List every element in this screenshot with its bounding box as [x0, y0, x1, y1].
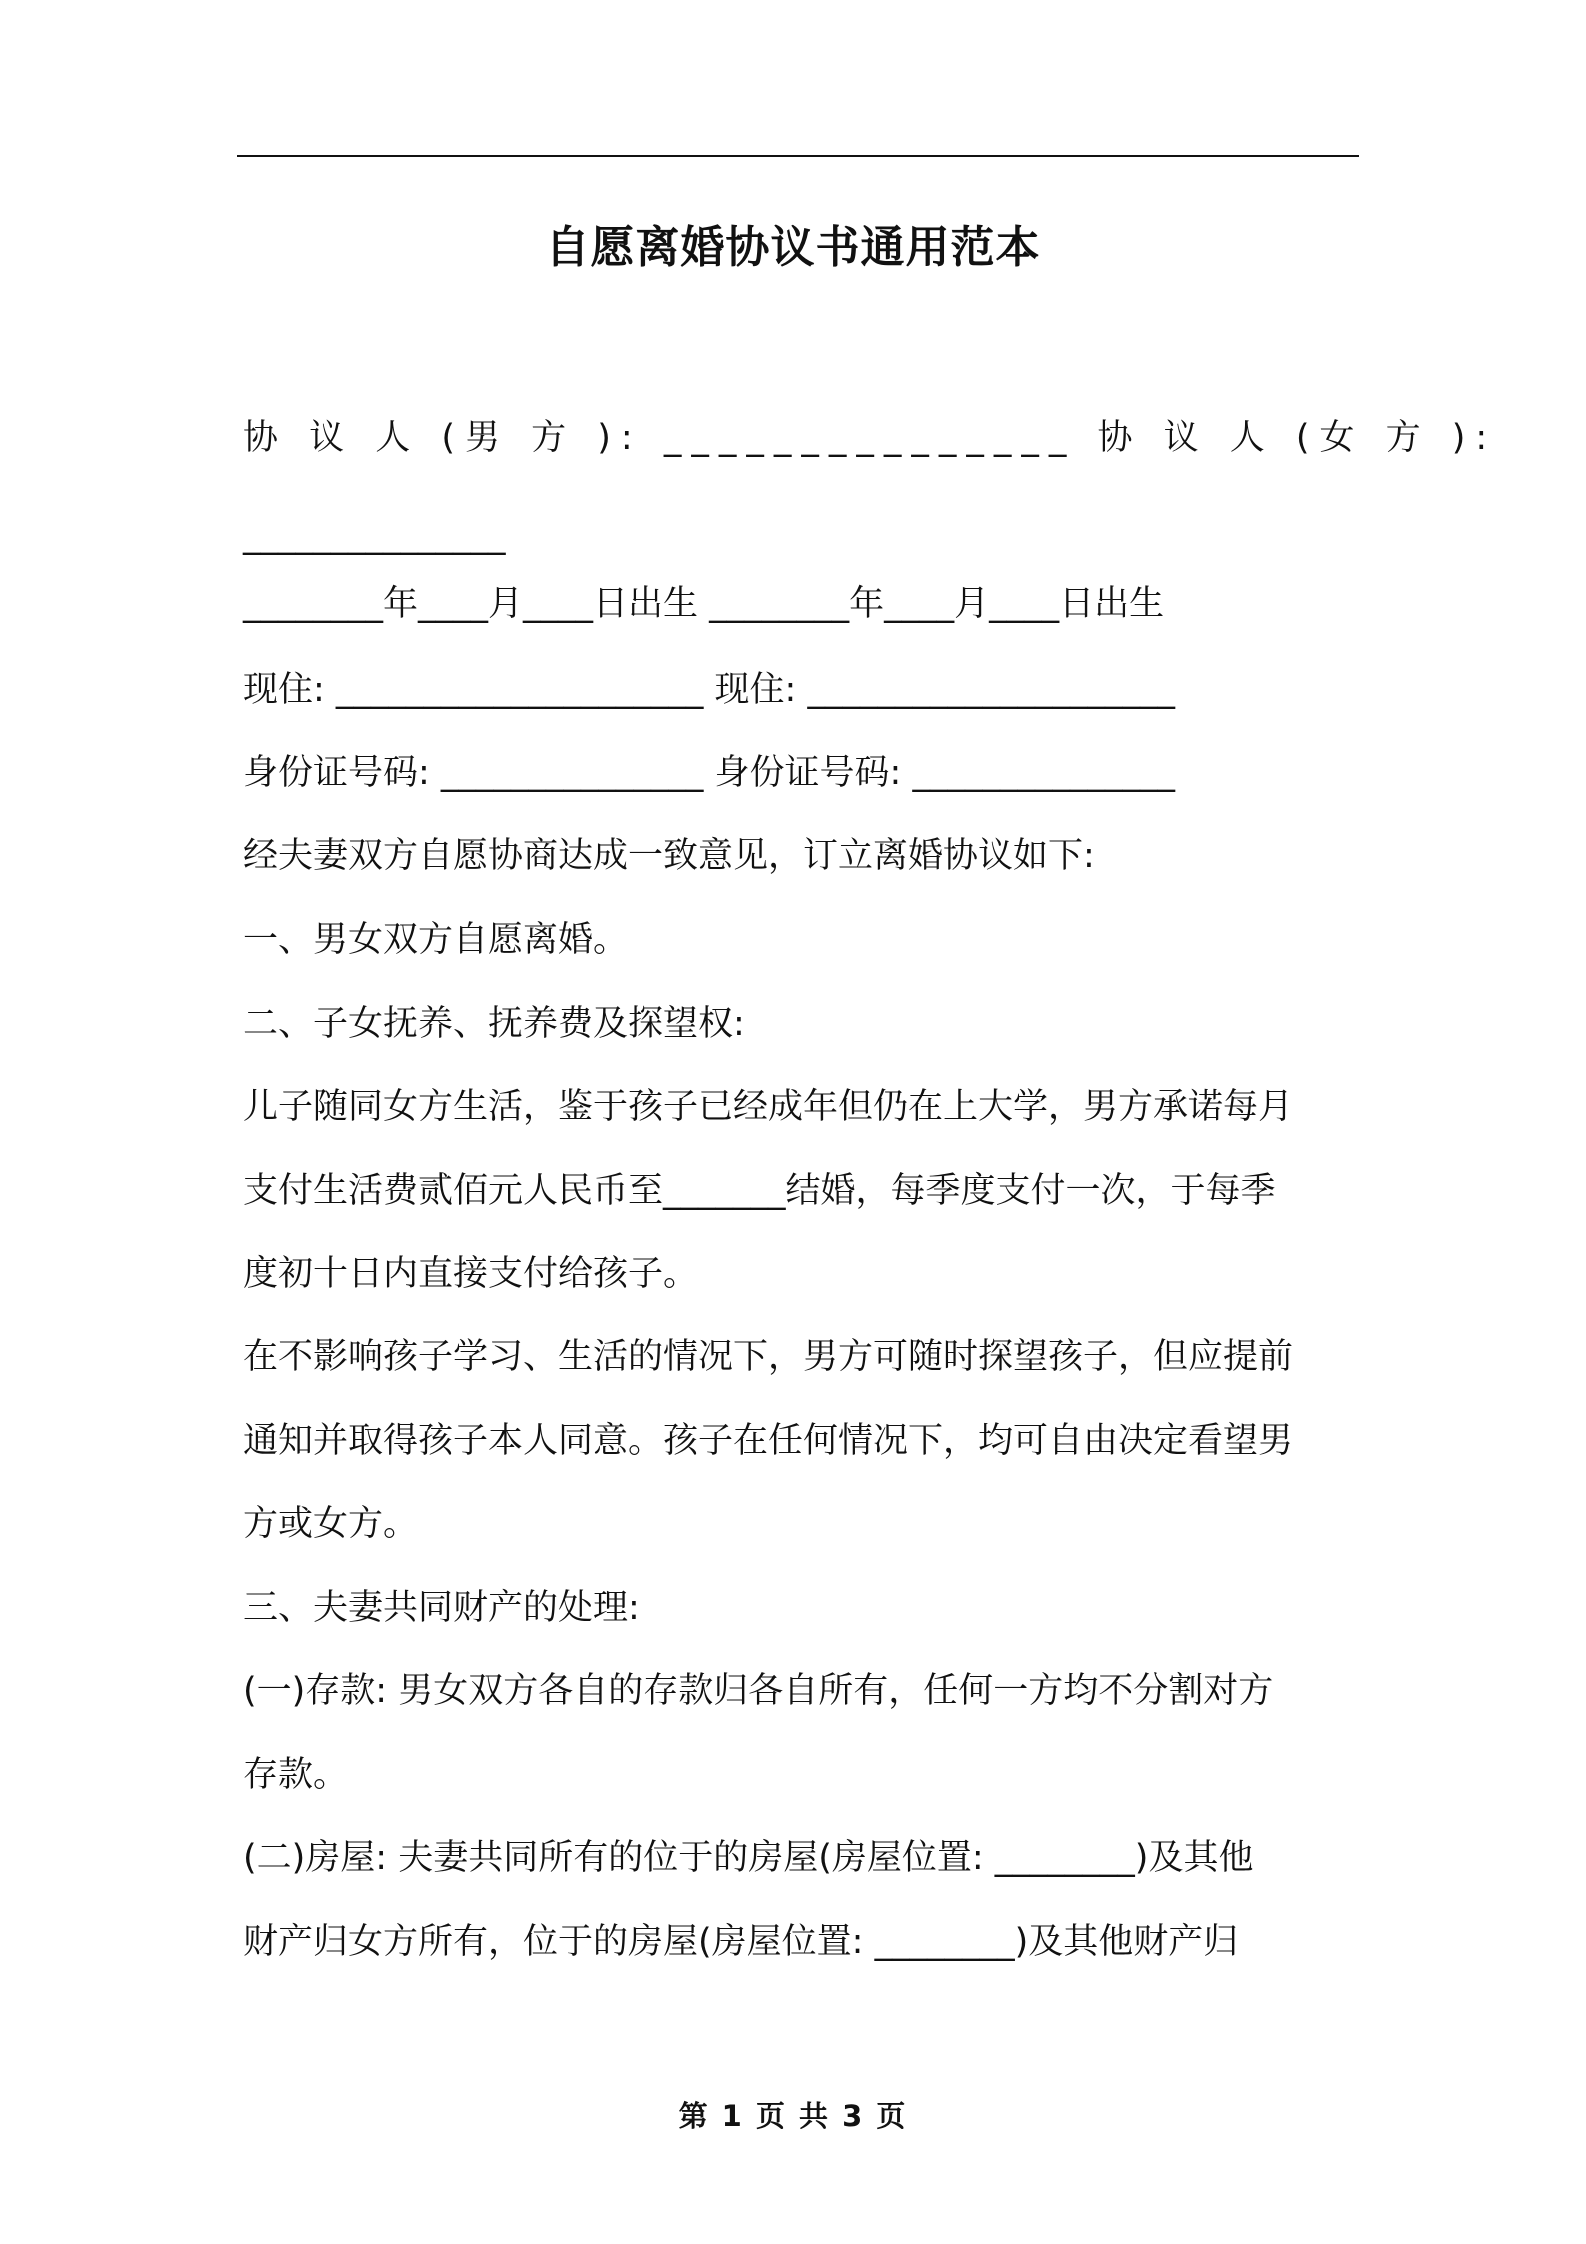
id-number-line: 身份证号码: _______________ 身份证号码: _______________ — [243, 753, 1175, 793]
document-title: 自愿离婚协议书通用范本 — [545, 222, 1041, 273]
clause-2-para-1-line-1: 儿子随同女方生活，鉴于孩子已经成年但仍在上大学，男方承诺每月 — [243, 1087, 1294, 1127]
female-party-blank: _______________ — [243, 516, 506, 556]
clause-1: 一、男女双方自愿离婚。 — [243, 920, 629, 960]
clause-2-heading: 二、子女抚养、抚养费及探望权: — [243, 1004, 745, 1044]
clause-3-house-line-2: 财产归女方所有，位于的房屋(房屋位置: ________)及其他财产归 — [243, 1922, 1239, 1962]
clause-3-house-line-1: (二)房屋: 夫妻共同所有的位于的房屋(房屋位置: ________)及其他 — [243, 1838, 1254, 1878]
clause-2-para-2-line-2: 通知并取得孩子本人同意。孩子在任何情况下，均可自由决定看望男 — [243, 1421, 1294, 1461]
page-number-footer: 第 1 页 共 3 页 — [678, 2099, 908, 2133]
clause-2-para-1-line-3: 度初十日内直接支付给孩子。 — [243, 1254, 699, 1294]
clause-2-para-2-line-3: 方或女方。 — [243, 1504, 419, 1544]
birth-date-line: ________年____月____日出生 ________年____月____日出生 — [243, 584, 1165, 624]
clause-3-savings-line-2: 存款。 — [243, 1755, 349, 1795]
agreement-intro: 经夫妻双方自愿协商达成一致意见，订立离婚协议如下: — [243, 836, 1095, 876]
clause-2-para-2-line-1: 在不影响孩子学习、生活的情况下，男方可随时探望孩子，但应提前 — [243, 1337, 1294, 1377]
clause-3-heading: 三、夫妻共同财产的处理: — [243, 1588, 640, 1628]
parties-line: 协 议 人 (男 方 ): _______________ 协 议 人 (女 方 ): — [243, 418, 1498, 458]
clause-3-savings-line-1: (一)存款: 男女双方各自的存款归各自所有，任何一方均不分割对方 — [243, 1671, 1274, 1711]
address-line: 现住: _____________________ 现住: _____________________ — [243, 670, 1175, 710]
clause-2-para-1-line-2: 支付生活费贰佰元人民币至_______结婚，每季度支付一次，于每季 — [243, 1171, 1276, 1211]
header-rule — [237, 155, 1359, 157]
